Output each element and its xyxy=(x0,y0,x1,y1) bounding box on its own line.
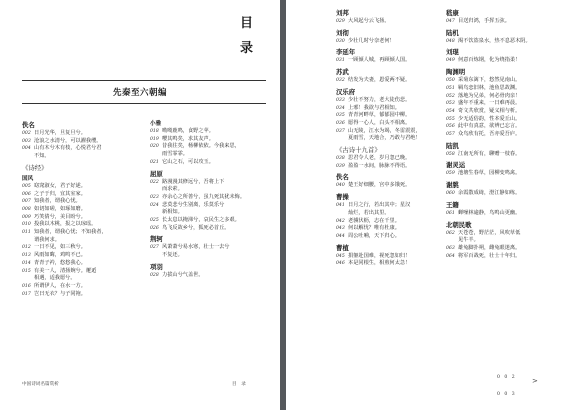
toc-entry[interactable] xyxy=(22,244,107,252)
toc-entry[interactable] xyxy=(446,57,531,65)
entry-page-number: 022 xyxy=(150,179,159,185)
entry-verse: 天苍苍，野茫茫，风吹草低 xyxy=(458,229,521,236)
right-page xyxy=(286,0,567,410)
entry-verse: 愿得一心人，白头不相离。 xyxy=(348,119,411,126)
toc-entry[interactable] xyxy=(22,283,107,291)
entry-verse: 日月光华，旦复旦兮。 xyxy=(34,130,86,136)
author-heading: 刘邦 xyxy=(336,9,349,17)
entry-page-number: 019 xyxy=(150,136,159,142)
toc-title-char-2: 录 xyxy=(240,41,255,56)
entry-verse: 昔我往矣，杨柳依依。今我来思， xyxy=(162,143,240,150)
toc-entry[interactable] xyxy=(446,108,531,116)
entry-verse: 巧笑倩兮，美目盼兮。 xyxy=(34,213,86,220)
entry-page-number: 017 xyxy=(22,291,31,297)
entry-continuation: 灿烂，若出其里。 xyxy=(348,209,390,216)
entry-page-number: 033 xyxy=(336,97,345,103)
next-page-arrow-icon[interactable]: > xyxy=(532,377,538,385)
entry-verse: 一顾倾人城，再顾倾人国。 xyxy=(348,57,411,64)
toc-entry[interactable] xyxy=(150,225,245,233)
toc-entry[interactable] xyxy=(336,202,421,210)
author-heading: 佚名 xyxy=(336,173,349,182)
toc-entry[interactable] xyxy=(150,272,245,280)
entry-verse: 悲莫悲兮生别离，乐莫乐兮 xyxy=(162,201,225,208)
entry-page-number: 053 xyxy=(446,101,455,107)
entry-verse: 众鸟欣有托，吾亦爱吾庐。 xyxy=(458,131,521,138)
toc-entry[interactable] xyxy=(336,38,421,46)
entry-continuation: 夏雨雪，天地合，乃敢与君绝！ xyxy=(348,135,421,142)
entry-page-number: 038 xyxy=(336,156,345,162)
author-heading: 李延年 xyxy=(336,48,356,57)
entry-page-number: 005 xyxy=(22,183,31,189)
entry-verse: 雄兔脚扑朔，雌兔眼迷离。 xyxy=(458,244,521,251)
entry-verse: 知我者，谓我心忧；不知我者， xyxy=(34,229,107,236)
author-heading: 陶渊明 xyxy=(446,68,466,77)
toc-entry[interactable] xyxy=(22,145,107,153)
toc-entry[interactable] xyxy=(336,97,421,105)
entry-page-number: 014 xyxy=(22,260,31,266)
footer-book-title: 中国诗词名篇赏析 xyxy=(22,382,59,387)
toc-entry[interactable] xyxy=(446,190,531,198)
author-heading: 曹植 xyxy=(336,243,349,252)
entry-page-number: 020 xyxy=(150,144,159,150)
entry-verse: 有美一人，清扬婉兮。邂逅 xyxy=(34,267,97,274)
subsection-heading: 小雅 xyxy=(150,121,162,127)
toc-entry[interactable] xyxy=(336,57,421,65)
toc-entry[interactable] xyxy=(336,260,421,268)
author-heading: 项羽 xyxy=(150,262,163,271)
toc-entry[interactable] xyxy=(446,100,531,108)
toc-entry[interactable] xyxy=(446,123,531,131)
entry-verse: 路漫漫其修远兮，吾将上下 xyxy=(162,178,225,185)
entry-page-number: 036 xyxy=(336,120,345,126)
entry-verse: 呦呦鹿鸣，食野之苹。 xyxy=(162,128,214,134)
entry-verse: 风雨如晦，鸡鸣不已。 xyxy=(34,252,86,259)
entry-verse: 结发为夫妻，恩爱两不疑。 xyxy=(348,77,411,84)
entry-verse: 渴不饮盗泉水，热不息恶木阴。 xyxy=(458,37,531,44)
entry-page-number: 047 xyxy=(446,19,455,24)
entry-verse: 一日不见，如三秋兮。 xyxy=(34,244,86,251)
entry-verse: 少壮几时兮奈老何！ xyxy=(348,37,395,44)
entry-page-number: 011 xyxy=(22,230,31,236)
toc-entry[interactable] xyxy=(446,245,531,253)
entry-page-number: 042 xyxy=(336,218,345,224)
entry-page-number: 024 xyxy=(150,202,159,208)
toc-entry[interactable] xyxy=(336,18,421,26)
toc-entry[interactable] xyxy=(22,221,107,229)
entry-verse: 风萧萧兮易水寒，壮士一去兮 xyxy=(162,244,230,251)
toc-entry[interactable] xyxy=(22,260,107,268)
entry-page-number: 060 xyxy=(446,191,455,197)
entry-continuation: 新相知。 xyxy=(162,209,183,216)
author-heading: 嵇康 xyxy=(446,9,459,17)
entry-page-number: 023 xyxy=(150,194,159,200)
entry-verse: 余霞散成绮，澄江静如练。 xyxy=(458,190,521,197)
entry-page-number: 009 xyxy=(22,214,31,220)
author-heading: 陆机 xyxy=(446,28,459,37)
entry-verse: 青青河畔草，郁郁园中柳。 xyxy=(348,112,411,119)
toc-entry[interactable] xyxy=(446,18,531,26)
entry-continuation: 不知。 xyxy=(34,153,50,160)
entry-page-number: 007 xyxy=(22,199,31,205)
entry-page-number: 052 xyxy=(446,93,455,99)
toc-entry[interactable] xyxy=(446,131,531,139)
entry-verse: 何以解忧？唯有杜康。 xyxy=(348,225,400,232)
toc-entry[interactable] xyxy=(22,291,107,299)
entry-verse: 目送归鸿，手挥五弦。 xyxy=(458,18,510,24)
entry-verse: 力拔山兮气盖世。 xyxy=(162,271,204,278)
entry-verse: 它山之石，可以攻玉。 xyxy=(162,158,214,165)
entry-continuation: 而求索。 xyxy=(162,186,183,193)
entry-page-number: 041 xyxy=(336,203,345,209)
toc-entry[interactable] xyxy=(336,233,421,241)
entry-page-number: 051 xyxy=(446,85,455,91)
entry-page-number: 056 xyxy=(446,124,455,130)
entry-verse: 思君令人老，岁月忽已晚。 xyxy=(348,155,411,162)
entry-verse: 老骥伏枥，志在千里。 xyxy=(348,217,400,224)
author-heading: 荆轲 xyxy=(150,235,163,244)
entry-page-number: 039 xyxy=(336,163,345,169)
entry-verse: 所谓伊人，在水一方。 xyxy=(34,282,86,289)
left-page xyxy=(0,0,280,410)
toc-entry[interactable] xyxy=(22,252,107,260)
entry-verse: 之子于归，宜其室家。 xyxy=(34,190,86,197)
entry-page-number: 018 xyxy=(150,129,159,134)
entry-page-number: 034 xyxy=(336,105,345,111)
entry-page-number: 004 xyxy=(22,146,31,152)
entry-page-number: 025 xyxy=(150,218,159,224)
entry-page-number: 008 xyxy=(22,206,31,212)
entry-verse: 长太息以掩涕兮，哀民生之多艰。 xyxy=(162,217,240,224)
toc-entry[interactable] xyxy=(336,112,421,120)
right-column-1 xyxy=(336,6,421,268)
entry-page-number: 063 xyxy=(446,245,455,251)
toc-entry[interactable] xyxy=(446,77,531,85)
toc-entry[interactable] xyxy=(446,210,531,218)
toc-entry[interactable] xyxy=(150,143,245,151)
toc-title-char-1: 目 xyxy=(240,16,255,31)
entry-verse: 将军百战死，壮士十年归。 xyxy=(458,252,521,259)
entry-page-number: 044 xyxy=(336,233,345,239)
author-heading: 谢朓 xyxy=(446,181,459,190)
entry-verse: 日月之行，若出其中；星汉 xyxy=(348,202,411,209)
entry-page-number: 045 xyxy=(336,253,345,259)
toc-entry[interactable] xyxy=(150,159,245,167)
entry-verse: 少壮不努力，老大徒伤悲。 xyxy=(348,96,411,103)
entry-verse: 采菊东篱下，悠然见南山。 xyxy=(458,77,521,84)
toc-entry[interactable] xyxy=(336,163,421,171)
book-heading: 《诗经》 xyxy=(22,163,48,172)
entry-verse: 沧浪之水清兮，可以濯我缨。 xyxy=(34,137,102,144)
entry-verse: 知我者，谓我心忧。 xyxy=(34,198,81,205)
entry-verse: 捐躯赴国难，视死忽如归！ xyxy=(348,252,411,259)
entry-page-number: 026 xyxy=(150,225,159,231)
toc-entry[interactable] xyxy=(336,225,421,233)
entry-continuation: 雨雪霏霏。 xyxy=(162,151,188,158)
section-rule-bottom xyxy=(22,103,266,104)
toc-entry[interactable] xyxy=(446,85,531,93)
entry-verse: 奇文共欣赏，疑义相与析。 xyxy=(458,107,521,114)
toc-entry[interactable] xyxy=(22,130,107,138)
section-title: 先秦至六朝编 xyxy=(112,88,167,98)
entry-verse: 本是同根生，相煎何太急！ xyxy=(348,260,411,267)
entry-page-number: 030 xyxy=(336,38,345,44)
entry-verse: 少无适俗韵，性本爱丘山。 xyxy=(458,115,521,122)
subsection-heading: 国风 xyxy=(22,175,34,182)
author-heading: 刘琨 xyxy=(446,48,459,57)
toc-entry[interactable] xyxy=(150,128,245,136)
entry-page-number: 055 xyxy=(446,116,455,122)
entry-page-number: 028 xyxy=(150,272,159,278)
toc-entry[interactable] xyxy=(336,182,421,190)
book-heading: 《古诗十九首》 xyxy=(336,146,381,155)
entry-page-number: 057 xyxy=(446,132,455,138)
entry-verse: 山无陵，江水为竭，冬雷震震， xyxy=(348,127,421,134)
entry-verse: 盈盈一水间，脉脉不得语。 xyxy=(348,162,411,169)
entry-page-number: 010 xyxy=(22,222,31,228)
entry-continuation: 谓我何求。 xyxy=(34,236,60,243)
left-column-2 xyxy=(150,118,245,280)
entry-page-number: 021 xyxy=(150,159,159,165)
entry-page-number: 040 xyxy=(336,183,345,189)
entry-page-number: 012 xyxy=(22,245,31,251)
author-heading: 北朝民歌 xyxy=(446,220,472,229)
author-heading: 汉乐府 xyxy=(336,87,356,96)
entry-page-number: 006 xyxy=(22,191,31,197)
toc-entry[interactable] xyxy=(22,183,107,191)
toc-entry[interactable] xyxy=(336,77,421,85)
entry-page-number: 048 xyxy=(446,38,455,44)
entry-page-number: 016 xyxy=(22,283,31,289)
entry-verse: 鸟飞反故乡兮，狐死必首丘。 xyxy=(162,224,230,231)
entry-verse: 亦余心之所善兮，虽九死其犹未悔。 xyxy=(162,193,246,200)
toc-entry[interactable] xyxy=(150,244,245,252)
toc-entry[interactable] xyxy=(336,120,421,128)
entry-page-number: 046 xyxy=(336,261,345,267)
toc-entry[interactable] xyxy=(150,194,245,202)
entry-page-number: 002 xyxy=(22,131,31,136)
toc-entry[interactable] xyxy=(446,38,531,46)
entry-verse: 嘤其鸣矣，求其友声。 xyxy=(162,135,214,142)
section-rule-top xyxy=(22,80,266,81)
entry-verse: 此中有真意，欲辨已忘言。 xyxy=(458,123,521,130)
author-heading: 陆凯 xyxy=(446,141,459,150)
page-number-003: 0 0 3 xyxy=(497,392,517,397)
entry-page-number: 032 xyxy=(336,78,345,84)
entry-verse: 青青子衿，悠悠我心。 xyxy=(34,259,86,266)
author-heading: 曹操 xyxy=(336,193,349,202)
entry-verse: 投我以木桃，报之以琼瑶。 xyxy=(34,221,97,228)
entry-verse: 池塘生春草，园柳变鸣禽。 xyxy=(458,170,521,177)
entry-verse: 如切如磋，如琢如磨。 xyxy=(34,205,86,212)
toc-entry[interactable] xyxy=(150,217,245,225)
entry-page-number: 050 xyxy=(446,78,455,84)
entry-verse: 大风起兮云飞扬。 xyxy=(348,18,390,24)
entry-page-number: 062 xyxy=(446,230,455,236)
entry-page-number: 043 xyxy=(336,226,345,232)
right-column-2 xyxy=(446,6,531,260)
entry-page-number: 058 xyxy=(446,151,455,157)
toc-entry[interactable] xyxy=(446,151,531,159)
toc-entry[interactable] xyxy=(22,229,107,237)
entry-verse: 羁鸟恋旧林，池鱼思故渊。 xyxy=(458,84,521,91)
toc-entry[interactable] xyxy=(22,198,107,206)
entry-verse: 上邪！我欲与君相知。 xyxy=(348,104,400,111)
entry-page-number: 031 xyxy=(336,58,345,64)
entry-page-number: 035 xyxy=(336,113,345,119)
entry-page-number: 064 xyxy=(446,253,455,259)
entry-page-number: 029 xyxy=(336,19,345,24)
toc-entry[interactable] xyxy=(446,253,531,261)
entry-continuation: 不复还。 xyxy=(162,252,183,259)
entry-verse: 江南无所有，聊赠一枝春。 xyxy=(458,150,521,157)
page-number-002: 0 0 2 xyxy=(497,375,517,380)
entry-verse: 窈窕淑女，君子好逑。 xyxy=(34,182,86,189)
entry-continuation: 见牛羊。 xyxy=(458,237,479,244)
entry-page-number: 003 xyxy=(22,138,31,144)
entry-verse: 盛年不重来，一日难再晨。 xyxy=(458,100,521,107)
author-heading: 刘彻 xyxy=(336,28,349,37)
left-column-1 xyxy=(22,118,107,298)
entry-continuation: 相遇，适我愿兮。 xyxy=(34,275,76,282)
author-heading: 屈原 xyxy=(150,169,163,178)
author-heading: 佚名 xyxy=(22,121,35,129)
toc-entry[interactable] xyxy=(336,155,421,163)
entry-verse: 周公吐哺，天下归心。 xyxy=(348,232,400,239)
entry-verse: 岂曰无衣？与子同袍。 xyxy=(34,290,86,297)
entry-verse: 落地为兄弟，何必骨肉亲！ xyxy=(458,92,521,99)
entry-page-number: 037 xyxy=(336,128,345,134)
entry-page-number: 061 xyxy=(446,210,455,216)
author-heading: 王籍 xyxy=(446,200,459,209)
toc-entry[interactable] xyxy=(22,206,107,214)
entry-page-number: 054 xyxy=(446,108,455,114)
entry-verse: 山有木兮木有枝，心悦君兮君 xyxy=(34,145,102,152)
entry-page-number: 015 xyxy=(22,268,31,274)
entry-verse: 何意百炼钢，化为绕指柔！ xyxy=(458,57,521,64)
entry-verse: 楚王好细腰，宫中多饿死。 xyxy=(348,182,411,189)
entry-page-number: 027 xyxy=(150,245,159,251)
entry-page-number: 059 xyxy=(446,171,455,177)
footer-section-label: 目 录 xyxy=(232,382,246,387)
toc-entry[interactable] xyxy=(446,170,531,178)
author-heading: 谢灵运 xyxy=(446,161,466,170)
author-heading: 苏武 xyxy=(336,68,349,77)
entry-verse: 蝉噪林逾静，鸟鸣山更幽。 xyxy=(458,209,521,216)
entry-page-number: 013 xyxy=(22,253,31,259)
entry-page-number: 049 xyxy=(446,58,455,64)
